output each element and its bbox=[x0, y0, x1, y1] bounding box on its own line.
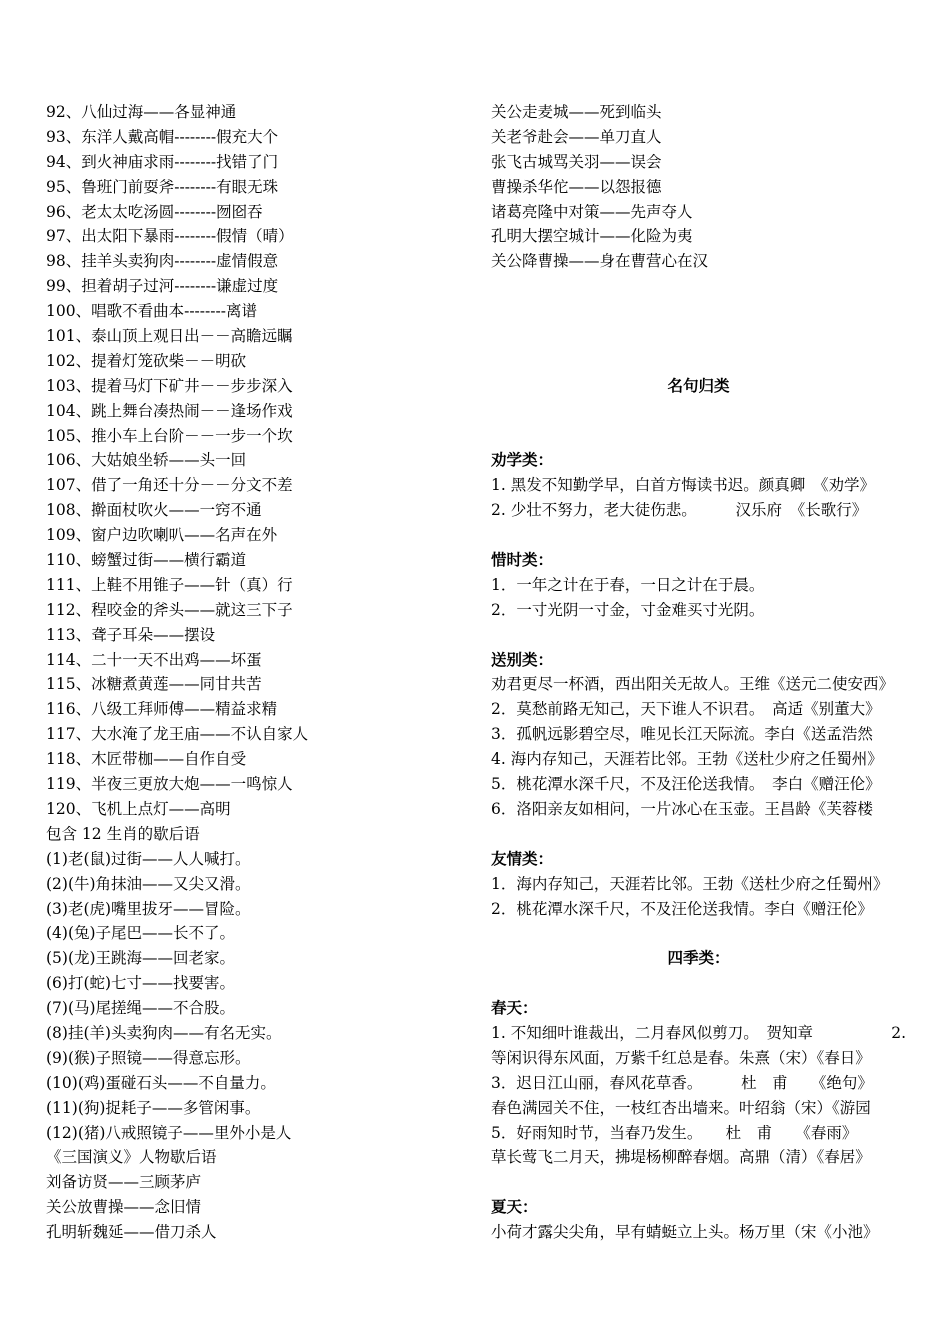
quote-line: 春色满园关不住，一枝红杏出墙来。叶绍翁（宋）《游园 bbox=[491, 1098, 871, 1117]
xiehouyu-line: 97、出太阳下暴雨--------假情（晴） bbox=[46, 227, 294, 246]
xiehouyu-line: 诸葛亮隆中对策——先声夺人 bbox=[491, 202, 693, 221]
xiehouyu-line: (2)(牛)角抹油——又尖又滑。 bbox=[46, 874, 251, 893]
xiehouyu-line: 102、提着灯笼砍柴－－明砍 bbox=[46, 351, 247, 370]
quote-text: 1. 不知细叶谁裁出，二月春风似剪刀。 贺知章 bbox=[491, 1023, 813, 1042]
quote-line: 5．好雨知时节，当春乃发生。 杜 甫 《春雨》 bbox=[491, 1123, 858, 1142]
quote-line bbox=[491, 1021, 906, 1046]
quote-line: 3．迟日江山丽，春风花草香。 杜 甫 《绝句》 bbox=[491, 1073, 873, 1092]
xiehouyu-line: 孔明斩魏延——借刀杀人 bbox=[46, 1223, 217, 1242]
xiehouyu-line: 116、八级工拜师傅——精益求精 bbox=[46, 700, 278, 719]
xiehouyu-line: 119、半夜三更放大炮——一鸣惊人 bbox=[46, 775, 293, 794]
xiehouyu-line: (10)(鸡)蛋碰石头——不自量力。 bbox=[46, 1073, 276, 1092]
xiehouyu-line: 98、挂羊头卖狗肉--------虚情假意 bbox=[46, 252, 279, 271]
xiehouyu-line: 105、推小车上台阶－－一步一个坎 bbox=[46, 426, 293, 445]
xiehouyu-line: (7)(马)尾搓绳——不合股。 bbox=[46, 999, 236, 1018]
xiehouyu-line: 111、上鞋不用锥子——针（真）行 bbox=[46, 575, 293, 594]
xiehouyu-line: 关公走麦城——死到临头 bbox=[491, 103, 662, 121]
xiehouyu-line: 99、担着胡子过河--------谦虚过度 bbox=[46, 277, 279, 296]
xiehouyu-line: 曹操杀华佗——以怨报德 bbox=[491, 177, 662, 196]
quote-line: 2. 少壮不努力，老大徒伤悲。 汉乐府 《长歌行》 bbox=[491, 501, 868, 520]
section-heading-songbie: 送别类： bbox=[491, 649, 554, 669]
right-column bbox=[491, 100, 906, 1245]
quote-line: 劝君更尽一杯酒，西出阳关无故人。王维《送元二使安西》 bbox=[491, 675, 895, 694]
quote-line: 2．莫愁前路无知己，天下谁人不识君。 高适《别董大》 bbox=[491, 700, 881, 719]
xiehouyu-line: 109、窗户边吹喇叭——名声在外 bbox=[46, 526, 278, 545]
quote-line: 3．孤帆远影碧空尽，唯见长江天际流。李白《送孟浩然 bbox=[491, 725, 873, 744]
quote-line: 1．海内存知己，天涯若比邻。王勃《送杜少府之任蜀州》 bbox=[491, 874, 889, 893]
xiehouyu-line: 关老爷赴会——单刀直人 bbox=[491, 127, 662, 146]
xiehouyu-line: 刘备访贤——三顾茅庐 bbox=[46, 1173, 202, 1192]
xiehouyu-line: 118、木匠带枷——自作自受 bbox=[46, 750, 247, 769]
xiehouyu-line: (1)老(鼠)过街——人人喊打。 bbox=[46, 849, 251, 868]
quote-number: 2. bbox=[891, 1023, 906, 1042]
xiehouyu-line: 关公放曹操——念旧情 bbox=[46, 1198, 202, 1217]
left-column bbox=[46, 100, 466, 1245]
xiehouyu-line: 96、老太太吃汤圆--------囫囵吞 bbox=[46, 202, 263, 221]
xiehouyu-line: 114、二十一天不出鸡——坏蛋 bbox=[46, 650, 262, 669]
xiehouyu-line: 103、提着马灯下矿井－－步步深入 bbox=[46, 376, 293, 395]
xiehouyu-line: 101、泰山顶上观日出－－高瞻远瞩 bbox=[46, 327, 293, 346]
xiehouyu-line: 包含 12 生肖的歇后语 bbox=[46, 824, 200, 843]
xiehouyu-line: 92、八仙过海——各显神通 bbox=[46, 103, 237, 121]
quote-line: 等闲识得东风面，万紫千红总是春。朱熹（宋）《春日》 bbox=[491, 1048, 871, 1067]
main-title: 名句归类 bbox=[667, 375, 730, 395]
xiehouyu-line: 95、鲁班门前耍斧--------有眼无珠 bbox=[46, 177, 279, 196]
section-heading-xishi: 惜时类： bbox=[491, 550, 554, 570]
xiehouyu-line: 94、到火神庙求雨--------找错了门 bbox=[46, 152, 279, 171]
xiehouyu-line: 关公降曹操——身在曹营心在汉 bbox=[491, 252, 709, 271]
siji-title: 四季类： bbox=[667, 948, 730, 968]
section-heading-youqing: 友情类： bbox=[491, 848, 554, 868]
xiehouyu-line: 张飞古城骂关羽——误会 bbox=[491, 152, 662, 171]
xiehouyu-line: (5)(龙)王跳海——回老家。 bbox=[46, 949, 236, 968]
quote-line: 草长莺飞二月天，拂堤杨柳醉春烟。高鼎（清）《春居》 bbox=[491, 1148, 871, 1167]
quote-line: 6．洛阳亲友如相问，一片冰心在玉壶。王昌龄《芙蓉楼 bbox=[491, 799, 873, 818]
xiehouyu-line: 112、程咬金的斧头——就这三下子 bbox=[46, 600, 293, 619]
quote-line: 5．桃花潭水深千尺，不及汪伦送我情。 李白《赠汪伦》 bbox=[491, 775, 881, 794]
xiehouyu-line: 104、跳上舞台凑热闹－－逢场作戏 bbox=[46, 401, 293, 420]
xiehouyu-line: 106、大姑娘坐轿——头一回 bbox=[46, 451, 247, 470]
xiehouyu-line: 孔明大摆空城计——化险为夷 bbox=[491, 227, 693, 246]
xiehouyu-line: (3)老(虎)嘴里拔牙——冒险。 bbox=[46, 899, 251, 918]
section-heading-chuntian: 春天： bbox=[491, 998, 538, 1018]
quote-line: 1. 黑发不知勤学早，白首方悔读书迟。颜真卿 《劝学》 bbox=[491, 476, 875, 495]
xiehouyu-line: (11)(狗)捉耗子——多管闲事。 bbox=[46, 1098, 261, 1117]
quote-line: 小荷才露尖尖角，早有蜻蜓立上头。杨万里（宋《小池》 bbox=[491, 1223, 879, 1242]
xiehouyu-line: 120、飞机上点灯——高明 bbox=[46, 799, 231, 818]
xiehouyu-line: 《三国演义》人物歇后语 bbox=[46, 1148, 217, 1167]
xiehouyu-line: 108、擀面杖吹火——一窍不通 bbox=[46, 501, 262, 520]
xiehouyu-line: 93、东洋人戴高帽--------假充大个 bbox=[46, 127, 279, 146]
xiehouyu-line: (12)(猪)八戒照镜子——里外小是人 bbox=[46, 1123, 292, 1142]
xiehouyu-line: 100、唱歌不看曲本--------离谱 bbox=[46, 302, 257, 321]
quote-line: 4. 海内存知己，天涯若比邻。王勃《送杜少府之任蜀州》 bbox=[491, 750, 883, 769]
xiehouyu-line: 117、大水淹了龙王庙——不认自家人 bbox=[46, 725, 309, 744]
xiehouyu-line: (6)打(蛇)七寸——找要害。 bbox=[46, 974, 236, 993]
quote-line: 2．一寸光阴一寸金，寸金难买寸光阴。 bbox=[491, 600, 765, 619]
xiehouyu-line: (8)挂(羊)头卖狗肉——有名无实。 bbox=[46, 1023, 282, 1042]
section-heading-quanxue: 劝学类： bbox=[491, 450, 554, 470]
xiehouyu-line: 110、螃蟹过街——横行霸道 bbox=[46, 551, 247, 570]
xiehouyu-line: (4)(兔)子尾巴——长不了。 bbox=[46, 924, 236, 943]
xiehouyu-line: (9)(猴)子照镜——得意忘形。 bbox=[46, 1048, 251, 1067]
xiehouyu-line: 113、聋子耳朵——摆设 bbox=[46, 625, 216, 644]
xiehouyu-line: 115、冰糖煮黄莲——同甘共苦 bbox=[46, 675, 262, 694]
section-heading-xiatian: 夏天： bbox=[491, 1197, 538, 1217]
xiehouyu-line: 107、借了一角还十分－－分文不差 bbox=[46, 476, 293, 495]
quote-line: 2．桃花潭水深千尺，不及汪伦送我情。李白《赠汪伦》 bbox=[491, 899, 873, 918]
quote-line: 1．一年之计在于春，一日之计在于晨。 bbox=[491, 575, 765, 594]
